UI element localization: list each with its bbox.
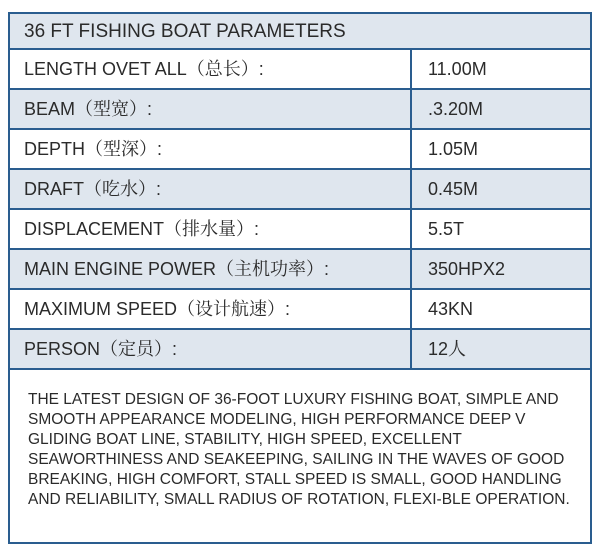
parameter-label: MAIN ENGINE POWER（主机功率）: [10, 250, 412, 288]
panel-title: 36 FT FISHING BOAT PARAMETERS [10, 14, 590, 50]
parameter-label: DISPLACEMENT（排水量）: [10, 210, 412, 248]
table-row [10, 330, 590, 370]
parameter-value: 350HPX2 [428, 259, 506, 279]
parameter-label: DEPTH（型深）: [10, 130, 412, 168]
parameter-label: DRAFT（吃水）: [10, 170, 412, 208]
boat-description: THE LATEST DESIGN OF 36-FOOT LUXURY FISHING BOAT, SIMPLE AND SMOOTH APPEARANCE MODELING, HIGH PERFORMANCE DEEP V GLIDING BOAT LINE, STABILITY, HIGH SPEED, EXCELLENT SEAWORTHINESS AND SEAKEEPING, SAILING IN THE WAVES OF GOOD BREAKING, HIGH COMFORT, STALL SPEED IS SMALL, GOOD HANDLING AND RELIABILITY, SMALL RADIUS OF ROTATION, FLEXI-BLE OPERATION. [28, 391, 570, 508]
parameter-value: 43KN [428, 299, 474, 319]
table-row [10, 50, 590, 90]
table-row [10, 250, 590, 290]
parameter-value: 12人 [428, 339, 467, 359]
parameter-value: 0.45M [428, 179, 479, 199]
parameter-value: 11.00M [428, 59, 487, 79]
parameter-label: PERSON（定员）: [10, 330, 412, 368]
boat-parameters-panel [8, 12, 592, 544]
parameter-label: LENGTH OVET ALL（总长）: [10, 50, 412, 88]
parameter-label: MAXIMUM SPEED（设计航速）: [10, 290, 412, 328]
parameter-value: 1.05M [428, 139, 479, 159]
parameter-label: BEAM（型宽）: [10, 90, 412, 128]
table-row [10, 170, 590, 210]
parameter-value: .3.20M [428, 99, 484, 119]
table-row [10, 290, 590, 330]
table-row [10, 210, 590, 250]
table-row [10, 130, 590, 170]
parameter-value: 5.5T [428, 219, 465, 239]
table-row [10, 90, 590, 130]
parameters-table [10, 50, 590, 370]
